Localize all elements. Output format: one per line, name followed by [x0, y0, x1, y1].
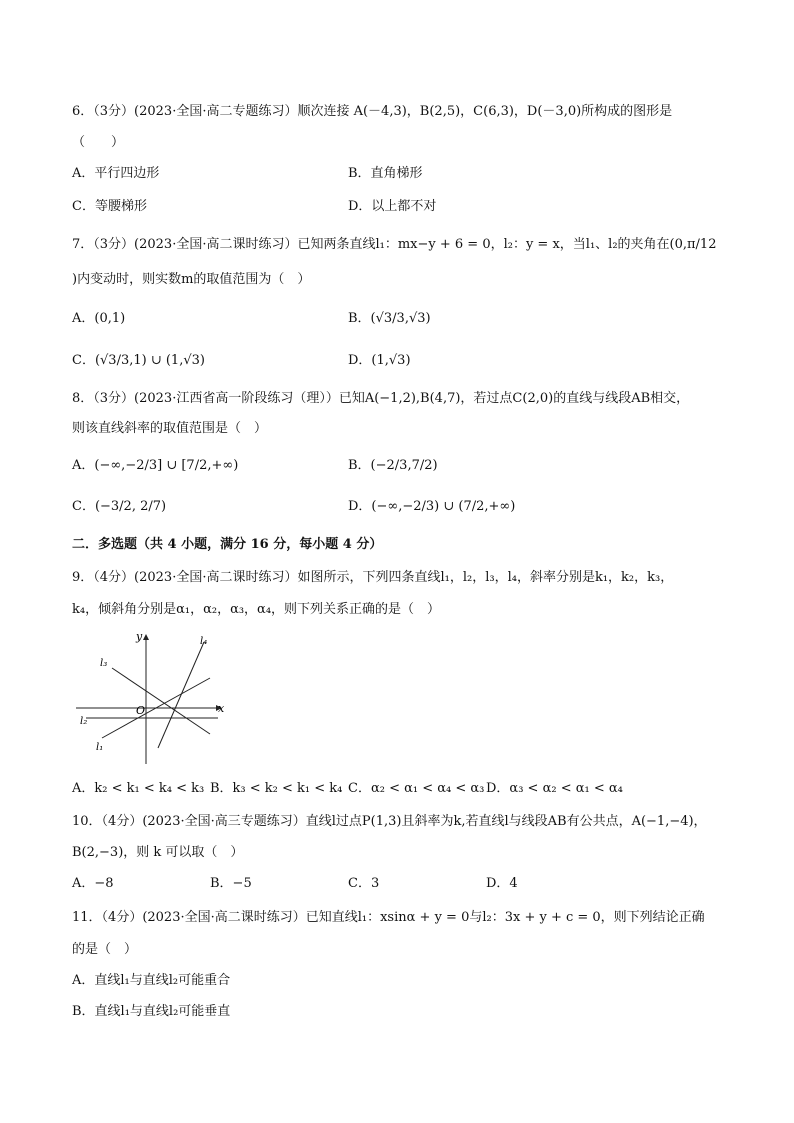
q9-stem-line2: k₄，倾斜角分别是α₁，α₂，α₃，α₄，则下列关系正确的是（ ） — [72, 602, 441, 617]
x-axis-label: x — [218, 702, 225, 715]
q10-option-c: C．3 — [348, 876, 380, 891]
q8-option-d: D．(−∞,−2/3) ∪ (7/2,+∞) — [348, 499, 516, 514]
q8-option-b: B．(−2/3,7/2) — [348, 458, 438, 473]
q10-option-b: B．−5 — [210, 876, 252, 891]
q6-option-b: B．直角梯形 — [348, 166, 423, 181]
q8-option-a: A．(−∞,−2/3] ∪ [7/2,+∞) — [72, 458, 239, 473]
q9-option-d: D．α₃ < α₂ < α₁ < α₄ — [486, 781, 623, 796]
line-l4 — [158, 642, 204, 748]
q9-option-c: C．α₂ < α₁ < α₄ < α₃ — [348, 781, 485, 796]
q10-option-d: D．4 — [486, 876, 518, 891]
q10-stem-line1: 10．（4分）(2023·全国·高三专题练习）直线l过点P(1,3)且斜率为k,若直线l与线段AB有公共点，A(−1,−4)， — [72, 814, 707, 829]
q11-stem-line2: 的是（ ） — [72, 942, 138, 957]
q7-stem-line1: 7．（3分）(2023·全国·高二课时练习）已知两条直线l₁：mx−y + 6 = 0，l₂：y = x，当l₁、l₂的夹角在(0,π/12 — [72, 237, 717, 252]
q6-stem-line1: 6．（3分）(2023·全国·高二专题练习）顺次连接 A(－4,3)，B(2,5)，C(6,3)，D(－3,0)所构成的图形是 — [72, 104, 673, 119]
q7-option-c: C．(√3/3,1) ∪ (1,√3) — [72, 353, 205, 368]
q6-option-c: C．等腰梯形 — [72, 199, 147, 214]
label-l3: l₃ — [100, 658, 108, 669]
q9-stem-line1: 9．（4分）(2023·全国·高二课时练习）如图所示，下列四条直线l₁，l₂，l₃，l₄，斜率分别是k₁，k₂，k₃， — [72, 570, 674, 585]
q7-option-d: D．(1,√3) — [348, 353, 411, 368]
q6-option-a: A．平行四边形 — [72, 166, 160, 181]
label-l2: l₂ — [80, 716, 88, 727]
q7-stem-line2: )内变动时，则实数m的取值范围为（ ） — [72, 272, 311, 287]
label-l1: l₁ — [96, 742, 104, 753]
y-axis-label: y — [136, 630, 143, 643]
q10-stem-line2: B(2,−3)，则 k 可以取（ ） — [72, 845, 244, 860]
q11-option-a: A．直线l₁与直线l₂可能重合 — [72, 973, 231, 988]
q8-stem-line1: 8．（3分）(2023·江西省高一阶段练习（理））已知A(−1,2),B(4,7)，若过点C(2,0)的直线与线段AB相交， — [72, 391, 690, 406]
q8-option-c: C．(−3/2, 2/7) — [72, 499, 167, 514]
q9-option-b: B．k₃ < k₂ < k₁ < k₄ — [210, 781, 343, 796]
q11-stem-line1: 11．（4分）(2023·全国·高二课时练习）已知直线l₁：xsinα + y = 0与l₂：3x + y + c = 0，则下列结论正确 — [72, 910, 705, 925]
label-l4: l₄ — [200, 636, 208, 647]
section-heading-multi-choice: 二．多选题（共 4 小题，满分 16 分，每小题 4 分） — [72, 537, 383, 552]
q9-option-a: A．k₂ < k₁ < k₄ < k₃ — [72, 781, 205, 796]
q8-stem-line2: 则该直线斜率的取值范围是（ ） — [72, 421, 268, 436]
q6-stem-line2: （ ） — [72, 135, 125, 150]
q10-option-a: A．−8 — [72, 876, 114, 891]
q9-lines-figure — [72, 628, 232, 768]
q7-option-a: A．(0,1) — [72, 311, 126, 326]
q7-option-b: B．(√3/3,√3) — [348, 311, 431, 326]
q6-option-d: D．以上都不对 — [348, 199, 437, 214]
y-axis-arrow — [143, 634, 149, 640]
origin-label: O — [136, 704, 146, 717]
q11-option-b: B．直线l₁与直线l₂可能垂直 — [72, 1004, 231, 1019]
